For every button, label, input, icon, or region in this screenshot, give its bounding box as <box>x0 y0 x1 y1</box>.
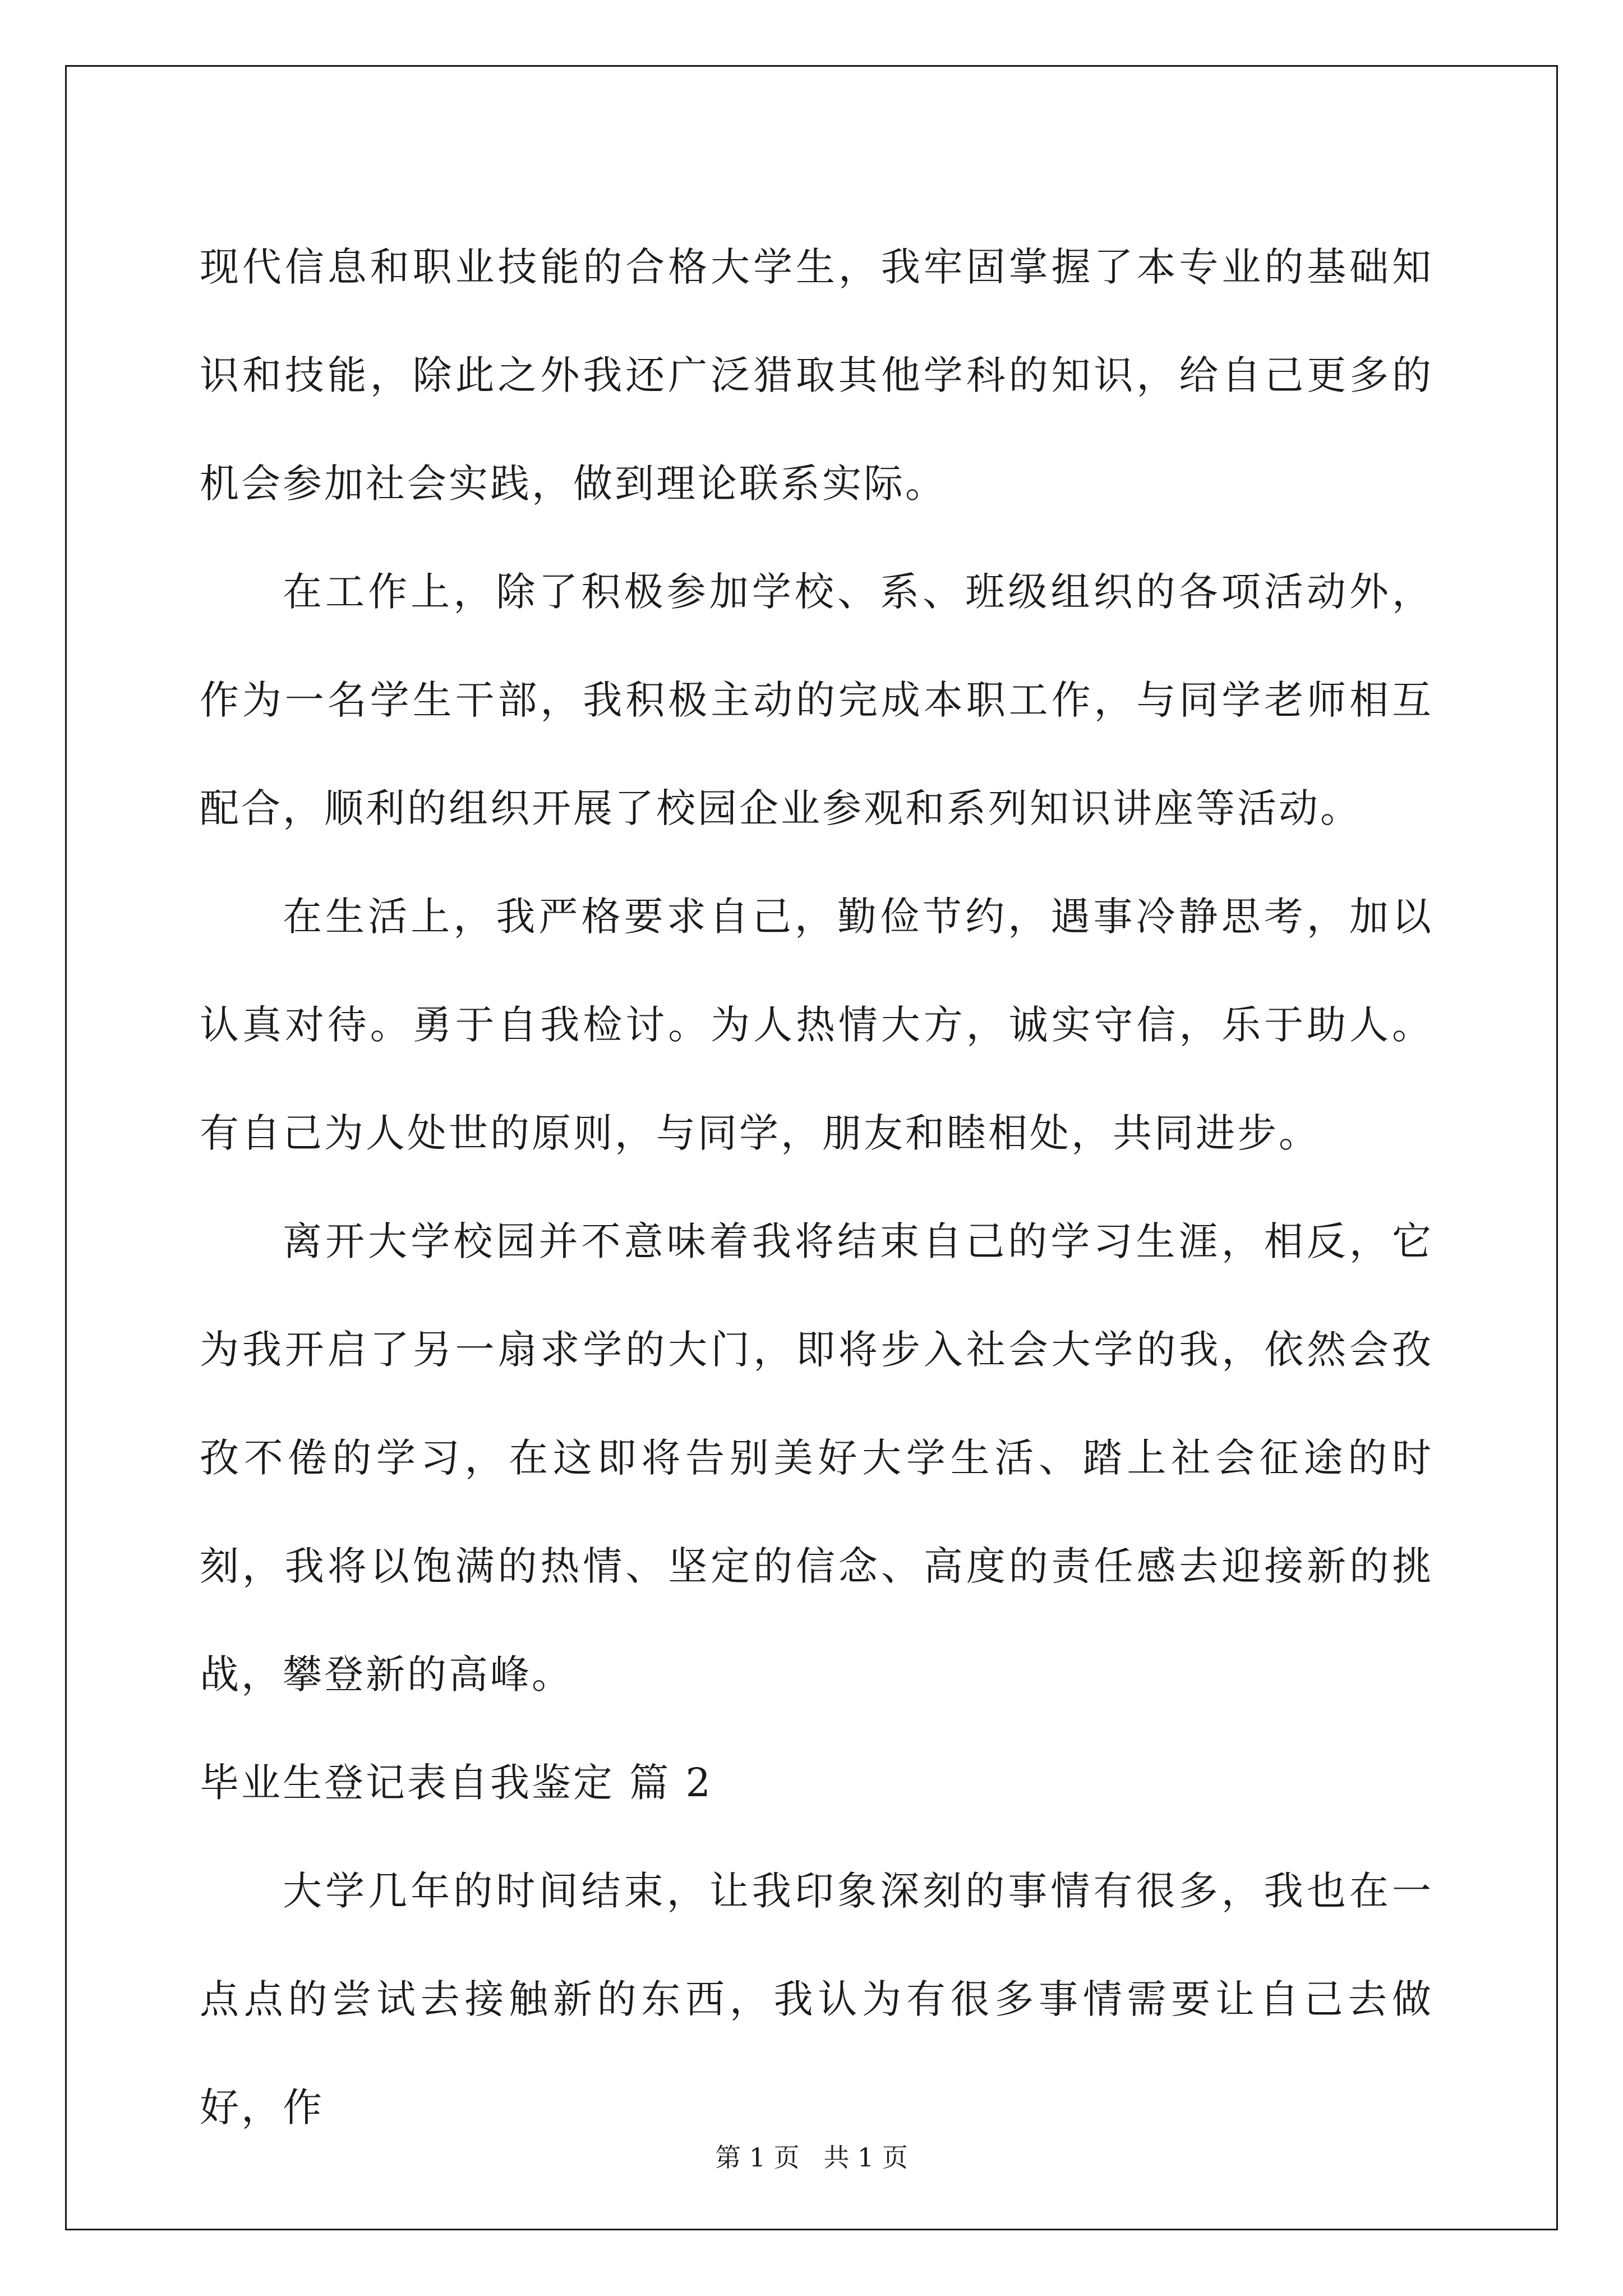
paragraph-section-2: 大学几年的时间结束，让我印象深刻的事情有很多，我也在一点点的尝试去接触新的东西，我认为有很多事情需要让自己去做好，作 <box>200 1868 1433 2131</box>
section-heading: 毕业生登记表自我鉴定 篇 2 <box>200 1760 713 1806</box>
page-total: 共 1 页 <box>823 2142 908 2173</box>
page-number: 第 1 页 <box>715 2142 800 2173</box>
paragraph-life: 在生活上，我严格要求自己，勤俭节约，遇事冷静思考，加以认真对待。勇于自我检讨。为人热情大方，诚实守信，乐于助人。有自己为人处世的原则，与同学，朋友和睦相处，共同进步。 <box>200 894 1433 1156</box>
paragraph-future: 离开大学校园并不意味着我将结束自己的学习生涯，相反，它为我开启了另一扇求学的大门，即将步入社会大学的我，依然会孜孜不倦的学习，在这即将告别美好大学生活、踏上社会征途的时刻，我将以饱满的热情、坚定的信念、高度的责任感去迎接新的挑战，攀登新的高峰。 <box>200 1218 1433 1697</box>
paragraph-study: 现代信息和职业技能的合格大学生，我牢固掌握了本专业的基础知识和技能，除此之外我还广泛猎取其他学科的知识，给自己更多的机会参加社会实践，做到理论联系实际。 <box>200 244 1433 507</box>
page-footer <box>0 2137 1623 2174</box>
paragraph-work: 在工作上，除了积极参加学校、系、班级组织的各项活动外，作为一名学生干部，我积极主动的完成本职工作，与同学老师相互配合，顺利的组织开展了校园企业参观和系列知识讲座等活动。 <box>200 569 1433 831</box>
document-body <box>200 213 1433 2162</box>
